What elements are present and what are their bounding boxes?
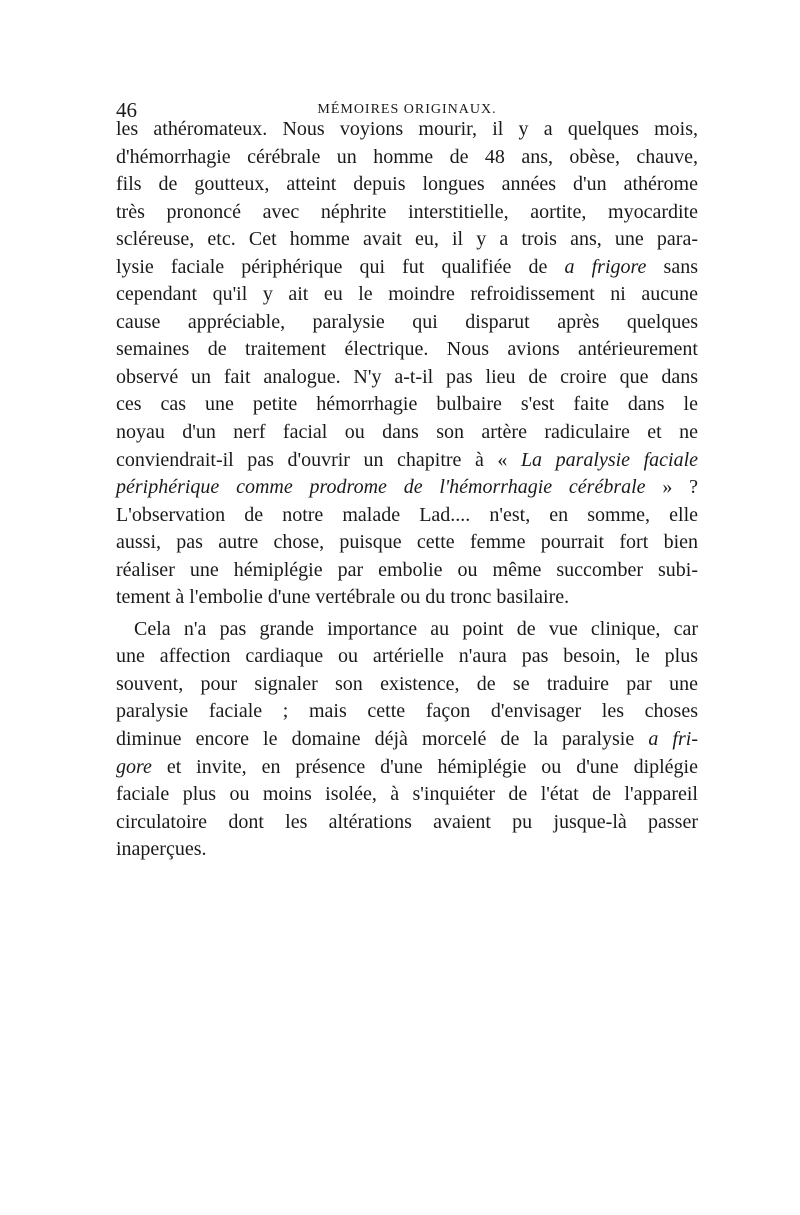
text-line: noyau d'un nerf facial ou dans son artère radiculaire et ne: [116, 421, 698, 444]
text-line: L'observation de notre malade Lad.... n'est, en somme, elle: [116, 503, 698, 526]
text-line: [116, 254, 698, 282]
text-run: » ?: [645, 476, 698, 499]
text-line: [116, 474, 698, 502]
page-number: 46: [116, 98, 137, 122]
text-run: et invite, en présence d'une hémiplégie ou d'une diplégie: [151, 755, 698, 778]
italic-phrase: a frigore: [564, 255, 647, 278]
italic-phrase: La paralysie faciale: [520, 448, 698, 471]
text-line: cependant qu'il y ait eu le moindre refroidissement ni aucune: [116, 283, 698, 306]
text-line: inaperçues.: [116, 838, 207, 861]
paragraph-1: [116, 116, 698, 612]
text-line: fils de goutteux, atteint depuis longues années d'un athérome: [116, 173, 698, 196]
text-run: conviendrait-il pas d'ouvrir un chapitre à «: [116, 448, 521, 471]
text-line: paralysie faciale ; mais cette façon d'envisager les choses: [116, 700, 698, 723]
text-line: ces cas une petite hémorrhagie bulbaire s'est faite dans le: [116, 393, 698, 416]
italic-phrase: a fri-: [648, 728, 698, 751]
italic-phrase: gore: [116, 755, 152, 778]
text-line: très prononcé avec néphrite interstitielle, aortite, myocardite: [116, 200, 698, 223]
body-text: [116, 116, 698, 864]
text-line: [116, 447, 698, 475]
italic-phrase: périphérique comme prodrome de l'hémorrhagie cérébrale: [116, 476, 646, 499]
text-run: diminue encore le domaine déjà morcelé de la paralysie: [116, 728, 649, 751]
text-line: circulatoire dont les altérations avaient pu jusque-là passer: [116, 810, 698, 833]
text-line: Cela n'a pas grande importance au point de vue clinique, car: [134, 617, 698, 640]
text-line: semaines de traitement électrique. Nous avions antérieurement: [116, 338, 698, 361]
text-line: [116, 726, 698, 754]
text-line: souvent, pour signaler son existence, de se traduire par une: [116, 672, 698, 695]
text-run: lysie faciale périphérique qui fut qualifiée de: [116, 255, 565, 278]
text-line: cause appréciable, paralysie qui disparut après quelques: [116, 310, 698, 333]
running-head: MÉMOIRES ORIGINAUX.: [317, 102, 497, 117]
text-run: sans: [646, 255, 698, 278]
text-line: faciale plus ou moins isolée, à s'inquiéter de l'état de l'appareil: [116, 783, 698, 806]
text-line: aussi, pas autre chose, puisque cette femme pourrait fort bien: [116, 531, 698, 554]
text-line: observé un fait analogue. N'y a-t-il pas lieu de croire que dans: [116, 365, 698, 388]
text-line: d'hémorrhagie cérébrale un homme de 48 ans, obèse, chauve,: [116, 145, 698, 168]
text-line: scléreuse, etc. Cet homme avait eu, il y a trois ans, une para-: [116, 228, 698, 251]
text-line: [116, 754, 698, 782]
text-line: les athéromateux. Nous voyions mourir, il y a quelques mois,: [116, 118, 698, 140]
text-line: une affection cardiaque ou artérielle n'aura pas besoin, le plus: [116, 645, 698, 668]
text-line: tement à l'embolie d'une vertébrale ou du tronc basilaire.: [116, 586, 570, 609]
paragraph-2: [116, 616, 698, 864]
text-line: réaliser une hémiplégie par embolie ou même succomber subi-: [116, 558, 698, 581]
